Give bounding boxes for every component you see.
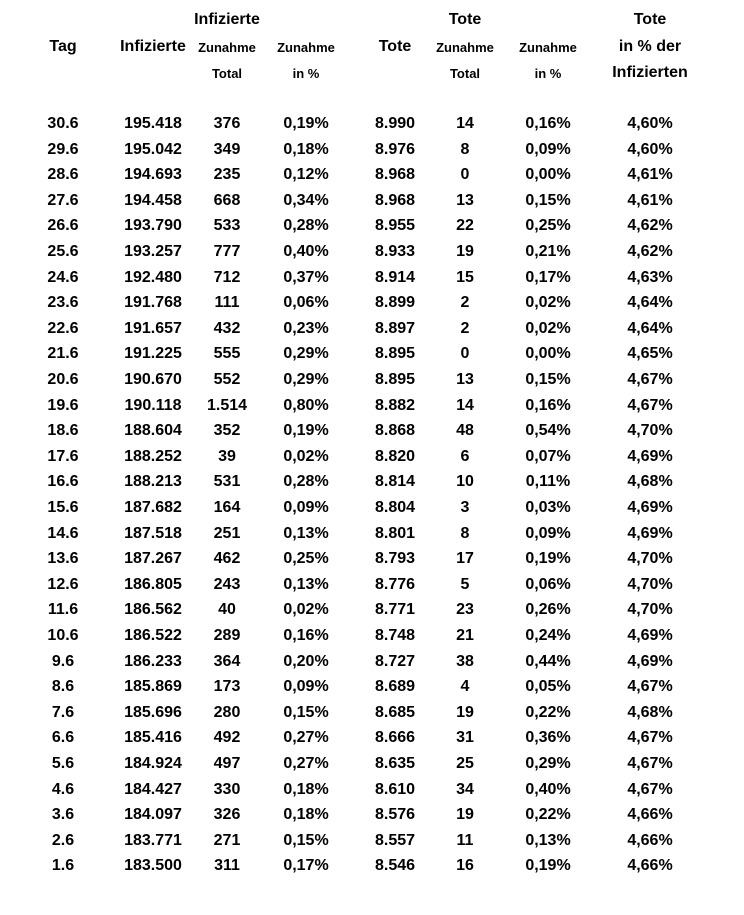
inf-zunahme-cell: 432 xyxy=(213,319,241,337)
inf-pct-cell: 0,80% xyxy=(283,396,329,414)
inf-pct-cell: 0,34% xyxy=(283,191,329,209)
tote-cell: 8.933 xyxy=(374,243,416,260)
inf-zunahme-cell: 271 xyxy=(213,831,241,849)
tote-zunahme-cell: 8 xyxy=(460,524,470,542)
inf-zunahme-cell: 1.514 xyxy=(206,396,248,414)
tag-cell: 3.6 xyxy=(51,806,75,824)
tote-pct-cell: 0,15% xyxy=(525,371,571,388)
inf-zunahme-cell: 164 xyxy=(213,499,241,516)
rate-cell: 4,62% xyxy=(627,217,673,235)
inf-zunahme-cell: 251 xyxy=(213,524,241,542)
tote-cell: 8.895 xyxy=(374,371,416,388)
tote-zunahme-cell: 17 xyxy=(456,550,474,568)
tag-cell: 2.6 xyxy=(51,831,75,849)
header-rate-line3: Infizierten xyxy=(612,64,688,81)
rate-cell: 4,67% xyxy=(627,755,673,772)
inf-pct-cell: 0,09% xyxy=(283,499,329,516)
inf-zunahme-cell: 492 xyxy=(213,729,241,747)
rate-cell: 4,69% xyxy=(627,627,673,644)
tote-cell: 8.748 xyxy=(374,627,416,644)
tote-cell: 8.804 xyxy=(374,499,416,516)
inf-zunahme-cell: 289 xyxy=(213,627,241,644)
infizierte-cell: 187.267 xyxy=(124,550,182,568)
rate-cell: 4,67% xyxy=(627,396,673,414)
tag-cell: 13.6 xyxy=(47,550,79,568)
rate-cell: 4,70% xyxy=(627,601,673,619)
table-row xyxy=(0,548,744,570)
tote-pct-cell: 0,29% xyxy=(525,755,571,772)
infizierte-cell: 186.522 xyxy=(124,627,182,644)
infizierte-cell: 194.693 xyxy=(124,166,182,184)
tote-zunahme-cell: 16 xyxy=(456,857,474,875)
inf-zunahme-cell: 531 xyxy=(213,473,241,491)
tote-cell: 8.689 xyxy=(374,678,416,696)
tote-pct-cell: 0,22% xyxy=(525,703,571,721)
infizierte-cell: 184.427 xyxy=(124,780,182,798)
tote-zunahme-cell: 21 xyxy=(456,627,474,644)
tote-pct-cell: 0,19% xyxy=(525,857,571,875)
inf-pct-cell: 0,13% xyxy=(283,575,329,593)
table-row xyxy=(0,599,744,621)
infizierte-cell: 195.418 xyxy=(124,115,182,132)
inf-zunahme-cell: 555 xyxy=(213,345,241,363)
tote-pct-cell: 0,02% xyxy=(525,319,571,337)
tote-cell: 8.895 xyxy=(374,345,416,363)
tag-cell: 14.6 xyxy=(47,524,79,542)
inf-pct-cell: 0,29% xyxy=(283,371,329,388)
tag-cell: 4.6 xyxy=(51,780,75,798)
infizierte-cell: 185.416 xyxy=(124,729,182,747)
table-row xyxy=(0,395,744,417)
inf-pct-cell: 0,02% xyxy=(283,601,329,619)
tote-cell: 8.557 xyxy=(374,831,416,849)
infizierte-cell: 186.562 xyxy=(124,601,182,619)
tote-pct-cell: 0,15% xyxy=(525,191,571,209)
rate-cell: 4,66% xyxy=(627,857,673,875)
inf-zunahme-cell: 349 xyxy=(213,140,241,158)
tote-pct-cell: 0,06% xyxy=(525,575,571,593)
rate-cell: 4,61% xyxy=(627,191,673,209)
tote-pct-cell: 0,36% xyxy=(525,729,571,747)
tag-cell: 21.6 xyxy=(47,345,79,363)
tote-pct-cell: 0,16% xyxy=(525,396,571,414)
table-row xyxy=(0,574,744,596)
tote-cell: 8.576 xyxy=(374,806,416,824)
inf-zunahme-cell: 777 xyxy=(213,243,241,260)
tag-cell: 9.6 xyxy=(51,652,75,670)
rate-cell: 4,66% xyxy=(627,806,673,824)
table-row xyxy=(0,369,744,391)
inf-pct-cell: 0,28% xyxy=(283,473,329,491)
tote-zunahme-cell: 2 xyxy=(460,294,470,312)
tote-pct-cell: 0,09% xyxy=(525,524,571,542)
table-row xyxy=(0,625,744,647)
inf-pct-cell: 0,28% xyxy=(283,217,329,235)
tag-cell: 26.6 xyxy=(47,217,79,235)
header-infizierte-group: Infizierte xyxy=(194,11,260,28)
tote-cell: 8.685 xyxy=(374,703,416,721)
header-inf-pct: in % xyxy=(292,66,320,81)
tote-zunahme-cell: 3 xyxy=(460,499,470,516)
tote-cell: 8.868 xyxy=(374,422,416,440)
rate-cell: 4,66% xyxy=(627,831,673,849)
rate-cell: 4,67% xyxy=(627,371,673,388)
inf-pct-cell: 0,15% xyxy=(283,703,329,721)
table-row xyxy=(0,676,744,698)
tote-zunahme-cell: 19 xyxy=(456,703,474,721)
tag-cell: 23.6 xyxy=(47,294,79,312)
header-tote-zunahme: Zunahme xyxy=(436,40,494,55)
tote-cell: 8.899 xyxy=(374,294,416,312)
tote-cell: 8.955 xyxy=(374,217,416,235)
table-row xyxy=(0,241,744,263)
table-row xyxy=(0,420,744,442)
tote-pct-cell: 0,54% xyxy=(525,422,571,440)
inf-zunahme-cell: 111 xyxy=(214,294,240,312)
rate-cell: 4,69% xyxy=(627,499,673,516)
inf-pct-cell: 0,27% xyxy=(283,755,329,772)
header-inf-total: Total xyxy=(211,66,243,81)
tote-cell: 8.990 xyxy=(374,115,416,132)
header-rate-line1: Tote xyxy=(633,11,667,28)
inf-pct-cell: 0,25% xyxy=(283,550,329,568)
tote-pct-cell: 0,21% xyxy=(525,243,571,260)
inf-pct-cell: 0,18% xyxy=(283,780,329,798)
inf-pct-cell: 0,17% xyxy=(283,857,329,875)
rate-cell: 4,62% xyxy=(627,243,673,260)
tote-zunahme-cell: 14 xyxy=(456,396,474,414)
rate-cell: 4,64% xyxy=(627,294,673,312)
header-tote-total: Total xyxy=(449,66,481,81)
inf-pct-cell: 0,19% xyxy=(283,115,329,132)
tag-cell: 7.6 xyxy=(51,703,75,721)
table-row xyxy=(0,343,744,365)
rate-cell: 4,67% xyxy=(627,729,673,747)
tag-cell: 16.6 xyxy=(47,473,79,491)
infizierte-cell: 186.805 xyxy=(124,575,182,593)
tote-pct-cell: 0,00% xyxy=(525,166,571,184)
table-row xyxy=(0,190,744,212)
tote-zunahme-cell: 13 xyxy=(456,371,474,388)
tote-cell: 8.820 xyxy=(374,447,416,465)
rate-cell: 4,70% xyxy=(627,422,673,440)
tote-zunahme-cell: 22 xyxy=(456,217,474,235)
table-row xyxy=(0,471,744,493)
tote-pct-cell: 0,16% xyxy=(525,115,571,132)
infizierte-cell: 191.657 xyxy=(124,319,182,337)
tote-pct-cell: 0,13% xyxy=(525,831,571,849)
header-tote-zunahme2: Zunahme xyxy=(519,40,577,55)
tag-cell: 25.6 xyxy=(47,243,79,260)
tote-zunahme-cell: 48 xyxy=(456,422,474,440)
inf-zunahme-cell: 352 xyxy=(213,422,241,440)
tag-cell: 6.6 xyxy=(51,729,75,747)
inf-pct-cell: 0,12% xyxy=(283,166,329,184)
tote-zunahme-cell: 23 xyxy=(456,601,474,619)
inf-zunahme-cell: 280 xyxy=(213,703,241,721)
table-row xyxy=(0,164,744,186)
tote-pct-cell: 0,00% xyxy=(525,345,571,363)
inf-zunahme-cell: 376 xyxy=(213,115,241,132)
tote-pct-cell: 0,09% xyxy=(525,140,571,158)
table-row xyxy=(0,727,744,749)
tag-cell: 8.6 xyxy=(51,678,75,696)
tote-zunahme-cell: 15 xyxy=(456,268,474,286)
table-row xyxy=(0,446,744,468)
rate-cell: 4,68% xyxy=(627,473,673,491)
inf-zunahme-cell: 330 xyxy=(213,780,241,798)
tote-pct-cell: 0,44% xyxy=(525,652,571,670)
inf-pct-cell: 0,23% xyxy=(283,319,329,337)
tote-pct-cell: 0,05% xyxy=(525,678,571,696)
infizierte-cell: 188.252 xyxy=(124,447,182,465)
tote-zunahme-cell: 25 xyxy=(456,755,474,772)
tote-zunahme-cell: 4 xyxy=(460,678,470,696)
tote-cell: 8.897 xyxy=(374,319,416,337)
tote-zunahme-cell: 38 xyxy=(456,652,474,670)
table-row xyxy=(0,318,744,340)
infizierte-cell: 188.213 xyxy=(124,473,182,491)
inf-zunahme-cell: 40 xyxy=(218,601,236,619)
inf-pct-cell: 0,37% xyxy=(283,268,329,286)
rate-cell: 4,69% xyxy=(627,524,673,542)
inf-zunahme-cell: 173 xyxy=(213,678,241,696)
rate-cell: 4,61% xyxy=(627,166,673,184)
infizierte-cell: 184.097 xyxy=(124,806,182,824)
inf-pct-cell: 0,27% xyxy=(283,729,329,747)
infizierte-cell: 185.869 xyxy=(124,678,182,696)
infizierte-cell: 193.790 xyxy=(124,217,182,235)
inf-pct-cell: 0,19% xyxy=(283,422,329,440)
table-row xyxy=(0,267,744,289)
header-inf-zunahme2: Zunahme xyxy=(277,40,335,55)
table-row xyxy=(0,139,744,161)
tote-cell: 8.546 xyxy=(374,857,416,875)
tote-cell: 8.968 xyxy=(374,166,416,184)
inf-zunahme-cell: 668 xyxy=(213,191,241,209)
infizierte-cell: 190.118 xyxy=(124,396,182,414)
rate-cell: 4,64% xyxy=(627,319,673,337)
table-row xyxy=(0,830,744,852)
rate-cell: 4,67% xyxy=(627,780,673,798)
infizierte-cell: 184.924 xyxy=(124,755,182,772)
tag-cell: 18.6 xyxy=(47,422,79,440)
tote-zunahme-cell: 0 xyxy=(460,345,470,363)
inf-zunahme-cell: 552 xyxy=(213,371,241,388)
inf-pct-cell: 0,09% xyxy=(283,678,329,696)
tote-cell: 8.882 xyxy=(374,396,416,414)
rate-cell: 4,60% xyxy=(627,115,673,132)
infizierte-cell: 191.225 xyxy=(124,345,182,363)
inf-pct-cell: 0,02% xyxy=(283,447,329,465)
rate-cell: 4,65% xyxy=(627,345,673,363)
infizierte-cell: 193.257 xyxy=(124,243,182,260)
rate-cell: 4,60% xyxy=(627,140,673,158)
inf-pct-cell: 0,20% xyxy=(283,652,329,670)
inf-zunahme-cell: 462 xyxy=(213,550,241,568)
rate-cell: 4,70% xyxy=(627,575,673,593)
tote-zunahme-cell: 11 xyxy=(456,831,474,849)
header-rate-line2: in % der xyxy=(618,38,682,55)
inf-zunahme-cell: 364 xyxy=(213,652,241,670)
tote-cell: 8.771 xyxy=(374,601,416,619)
tote-zunahme-cell: 19 xyxy=(456,806,474,824)
tag-cell: 15.6 xyxy=(47,499,79,516)
table-row xyxy=(0,702,744,724)
tote-cell: 8.801 xyxy=(374,524,416,542)
tag-cell: 19.6 xyxy=(47,396,79,414)
tag-cell: 11.6 xyxy=(47,601,79,619)
tote-cell: 8.776 xyxy=(374,575,416,593)
inf-zunahme-cell: 533 xyxy=(213,217,241,235)
header-tote-group: Tote xyxy=(448,11,482,28)
tote-zunahme-cell: 6 xyxy=(460,447,470,465)
inf-zunahme-cell: 243 xyxy=(213,575,241,593)
table-row xyxy=(0,113,744,135)
tote-cell: 8.976 xyxy=(374,140,416,158)
tag-cell: 1.6 xyxy=(51,857,75,875)
table-row xyxy=(0,753,744,775)
rate-cell: 4,68% xyxy=(627,703,673,721)
tote-zunahme-cell: 14 xyxy=(456,115,474,132)
tote-pct-cell: 0,11% xyxy=(525,473,571,491)
tote-zunahme-cell: 31 xyxy=(456,729,474,747)
tag-cell: 5.6 xyxy=(51,755,75,772)
tote-zunahme-cell: 10 xyxy=(456,473,474,491)
infizierte-cell: 191.768 xyxy=(124,294,182,312)
tote-zunahme-cell: 5 xyxy=(460,575,470,593)
table-row xyxy=(0,651,744,673)
infizierte-cell: 183.771 xyxy=(124,831,182,849)
tote-cell: 8.666 xyxy=(374,729,416,747)
table-row xyxy=(0,497,744,519)
header-tote-pct: in % xyxy=(534,66,562,81)
header-inf-zunahme: Zunahme xyxy=(198,40,256,55)
tote-cell: 8.727 xyxy=(374,652,416,670)
tote-cell: 8.793 xyxy=(374,550,416,568)
infizierte-cell: 188.604 xyxy=(124,422,182,440)
infizierte-cell: 185.696 xyxy=(124,703,182,721)
inf-zunahme-cell: 326 xyxy=(213,806,241,824)
infizierte-cell: 187.682 xyxy=(124,499,182,516)
inf-pct-cell: 0,29% xyxy=(283,345,329,363)
tote-pct-cell: 0,17% xyxy=(525,268,571,286)
inf-zunahme-cell: 235 xyxy=(213,166,241,184)
inf-pct-cell: 0,13% xyxy=(283,524,329,542)
infizierte-cell: 195.042 xyxy=(124,140,182,158)
infizierte-cell: 187.518 xyxy=(124,524,182,542)
tote-cell: 8.610 xyxy=(374,780,416,798)
header-tag: Tag xyxy=(49,38,77,55)
inf-pct-cell: 0,40% xyxy=(283,243,329,260)
inf-zunahme-cell: 712 xyxy=(213,268,241,286)
infizierte-cell: 190.670 xyxy=(124,371,182,388)
inf-zunahme-cell: 497 xyxy=(213,755,241,772)
tag-cell: 17.6 xyxy=(47,447,79,465)
rate-cell: 4,69% xyxy=(627,447,673,465)
infizierte-cell: 194.458 xyxy=(124,191,182,209)
rate-cell: 4,63% xyxy=(627,268,673,286)
tag-cell: 10.6 xyxy=(47,627,79,644)
tote-pct-cell: 0,40% xyxy=(525,780,571,798)
tote-pct-cell: 0,26% xyxy=(525,601,571,619)
tote-pct-cell: 0,03% xyxy=(525,499,571,516)
infizierte-cell: 183.500 xyxy=(124,857,182,875)
inf-zunahme-cell: 39 xyxy=(218,447,236,465)
infizierte-cell: 192.480 xyxy=(124,268,182,286)
tote-cell: 8.968 xyxy=(374,191,416,209)
table-row xyxy=(0,523,744,545)
inf-pct-cell: 0,06% xyxy=(283,294,329,312)
tag-cell: 12.6 xyxy=(47,575,79,593)
tote-zunahme-cell: 2 xyxy=(460,319,470,337)
rate-cell: 4,70% xyxy=(627,550,673,568)
tote-zunahme-cell: 8 xyxy=(460,140,470,158)
tag-cell: 20.6 xyxy=(47,371,79,388)
tote-cell: 8.814 xyxy=(374,473,416,491)
tag-cell: 22.6 xyxy=(47,319,79,337)
tag-cell: 30.6 xyxy=(47,115,79,132)
tote-pct-cell: 0,22% xyxy=(525,806,571,824)
table-row xyxy=(0,215,744,237)
inf-zunahme-cell: 311 xyxy=(214,857,240,875)
tote-zunahme-cell: 19 xyxy=(456,243,474,260)
tag-cell: 28.6 xyxy=(47,166,79,184)
tote-pct-cell: 0,24% xyxy=(525,627,571,644)
rate-cell: 4,69% xyxy=(627,652,673,670)
table-row xyxy=(0,855,744,877)
tag-cell: 24.6 xyxy=(47,268,79,286)
tag-cell: 29.6 xyxy=(47,140,79,158)
table-row xyxy=(0,804,744,826)
tote-pct-cell: 0,07% xyxy=(525,447,571,465)
tote-zunahme-cell: 34 xyxy=(456,780,474,798)
infizierte-cell: 186.233 xyxy=(124,652,182,670)
inf-pct-cell: 0,18% xyxy=(283,140,329,158)
table-row xyxy=(0,779,744,801)
tote-cell: 8.914 xyxy=(374,268,416,286)
inf-pct-cell: 0,16% xyxy=(283,627,329,644)
rate-cell: 4,67% xyxy=(627,678,673,696)
header-infizierte: Infizierte xyxy=(120,38,186,55)
tote-zunahme-cell: 0 xyxy=(460,166,470,184)
tote-pct-cell: 0,25% xyxy=(525,217,571,235)
inf-pct-cell: 0,15% xyxy=(283,831,329,849)
tote-zunahme-cell: 13 xyxy=(456,191,474,209)
inf-pct-cell: 0,18% xyxy=(283,806,329,824)
tag-cell: 27.6 xyxy=(47,191,79,209)
tote-pct-cell: 0,02% xyxy=(525,294,571,312)
table-row xyxy=(0,292,744,314)
tote-cell: 8.635 xyxy=(374,755,416,772)
header-tote: Tote xyxy=(378,38,412,55)
tote-pct-cell: 0,19% xyxy=(525,550,571,568)
